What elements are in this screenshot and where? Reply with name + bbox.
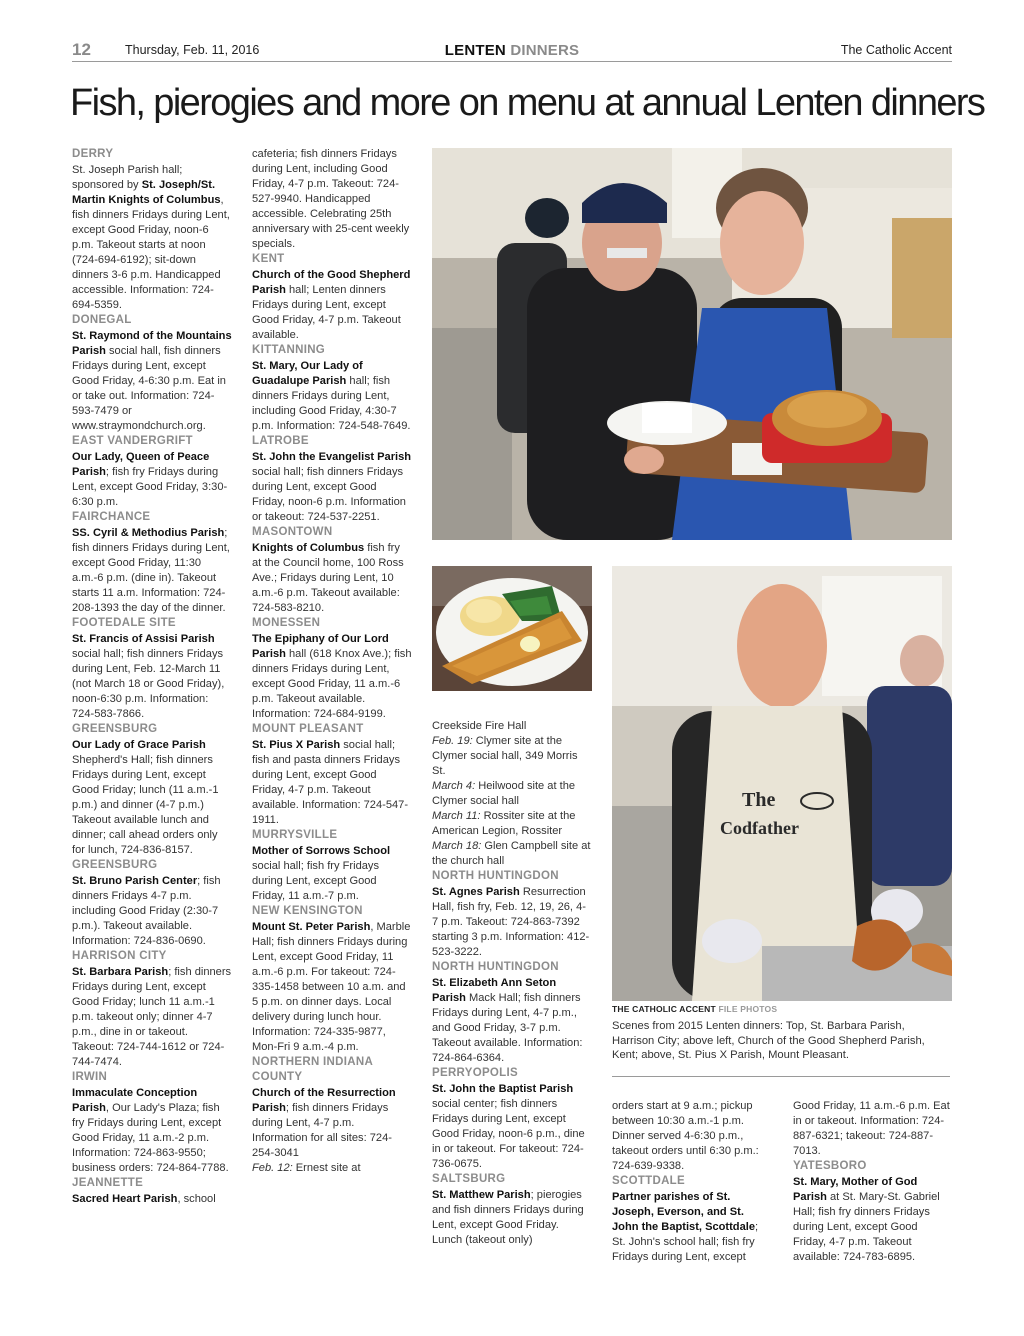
parish-name: St. Elizabeth Ann Seton Parish bbox=[432, 977, 557, 1004]
town-heading: JEANNETTE bbox=[72, 1177, 144, 1189]
entry-text: , Marble Hall; fish dinners Fridays during Lent, except Good Friday, 11 a.m.-6 p.m. For takeout: 724-335-1458 between 10 a.m. and 5 p.m. on dinner days. Local delivery during lunch hour. Information: 724-335-9877, Mon-Fri 9 a.m.-4 p.m. bbox=[252, 921, 411, 1053]
listing-entry bbox=[252, 434, 412, 525]
listing-entry bbox=[72, 722, 232, 858]
parish-name: Church of the Good Shepherd Parish bbox=[252, 269, 411, 296]
listing-entry bbox=[72, 1176, 232, 1207]
caption-divider bbox=[612, 1076, 950, 1077]
entry-text: hall (618 Knox Ave.); fish dinners Fridays during Lent, except Good Friday, 11 a.m.-6 p.m. Takeout available. Information: 724-684-9199. bbox=[252, 648, 412, 720]
town-heading: DERRY bbox=[72, 148, 114, 160]
entry-text: social center; fish dinners Fridays during Lent, except Good Friday, noon-6 p.m., dine in or takeout. For takeout: 724-736-0675. bbox=[432, 1098, 585, 1170]
parish-name: SS. Cyril & Methodius Parish bbox=[72, 527, 225, 539]
listing-entry bbox=[432, 839, 592, 869]
listing-entry bbox=[72, 1070, 232, 1176]
section-label bbox=[72, 42, 952, 59]
entry-text: social hall; fish dinners Fridays during Lent, Feb. 12-March 11 (not March 18 or Good Friday), noon-6:30 p.m. Information: 724-583-7866. bbox=[72, 648, 225, 720]
town-heading: KITTANNING bbox=[252, 344, 326, 356]
listing-entry bbox=[432, 1172, 592, 1248]
entry-text: social hall; fish and pasta dinners Fridays during Lent, except Good Friday, 4-7 p.m. Takeout available. Information: 724-547-1911. bbox=[252, 739, 409, 826]
section-label-light: DINNERS bbox=[510, 42, 580, 59]
parish-name: St. Pius X Parish bbox=[252, 739, 341, 751]
parish-name: St. Matthew Parish bbox=[432, 1189, 531, 1201]
listing-entry bbox=[72, 949, 232, 1070]
listing-entry bbox=[72, 313, 232, 434]
listing-entry bbox=[72, 510, 232, 616]
listing-entry bbox=[252, 252, 412, 343]
parish-name: St. Joseph/St. Martin Knights of Columbus bbox=[72, 179, 221, 206]
headline: Fish, pierogies and more on menu at annual Lenten dinners bbox=[70, 82, 985, 124]
entry-text: Mack Hall; fish dinners Fridays during Lent, 4-7 p.m., and Good Friday, 3-7 p.m. Takeout available. Information: 724-864-6364. bbox=[432, 992, 583, 1064]
listing-entry bbox=[793, 1159, 953, 1265]
parish-name: St. Barbara Parish bbox=[72, 966, 169, 978]
running-header bbox=[72, 40, 952, 62]
listing-entry bbox=[612, 1099, 772, 1174]
parish-name: Our Lady, Queen of Peace Parish bbox=[72, 451, 210, 478]
listing-entry bbox=[252, 904, 412, 1055]
entry-text: social hall; fish dinners Fridays during Lent, except Good Friday, noon-6 p.m. Information or takeout: 724-537-2251. bbox=[252, 466, 406, 523]
town-heading: SCOTTDALE bbox=[612, 1175, 685, 1187]
section-label-bold: LENTEN bbox=[444, 42, 506, 59]
town-heading: HARRISON CITY bbox=[72, 950, 167, 962]
entry-text: Glen Campbell site at the church hall bbox=[432, 840, 591, 867]
parish-name: Knights of Columbus bbox=[252, 542, 365, 554]
entry-text: ; fish dinners Fridays during Lent, except Good Friday; lunch 11 a.m.-1 p.m. takeout only; dinner 4-7 p.m., dine in or takeout. Takeout: 724-744-1612 or 724-744-7474. bbox=[72, 966, 232, 1068]
entry-text: ; pierogies and fish dinners Fridays during Lent, except Good Friday. Lunch (takeout only) bbox=[432, 1189, 584, 1246]
listing-column-1 bbox=[72, 147, 232, 1207]
photo-st-pius-codfather bbox=[612, 566, 952, 1001]
listing-entry bbox=[252, 616, 412, 722]
listing-entry bbox=[252, 147, 412, 252]
parish-name: The Epiphany of Our Lord Parish bbox=[252, 633, 389, 660]
town-heading: FAIRCHANCE bbox=[72, 511, 151, 523]
parish-name: St. Bruno Parish Center bbox=[72, 875, 198, 887]
parish-name: Mount St. Peter Parish bbox=[252, 921, 371, 933]
listing-entry bbox=[252, 1055, 412, 1161]
listing-column-3 bbox=[432, 719, 592, 1248]
town-heading: DONEGAL bbox=[72, 314, 132, 326]
entry-text: Clymer site at the Clymer social hall, 349 Morris St. bbox=[432, 735, 578, 777]
parish-name: Sacred Heart Parish bbox=[72, 1193, 178, 1205]
entry-text: Rossiter site at the American Legion, Rossiter bbox=[432, 810, 576, 837]
entry-text: ; fish dinners Fridays 4-7 p.m. including Good Friday (2:30-7 p.m.). Takeout available. Information: 724-836-0690. bbox=[72, 875, 221, 947]
town-heading: MOUNT PLEASANT bbox=[252, 723, 364, 735]
site-date: Feb. 12: bbox=[252, 1162, 293, 1174]
town-heading: GREENSBURG bbox=[72, 723, 158, 735]
parish-name: St. Mary, Mother of God Parish bbox=[793, 1176, 918, 1203]
listing-entry bbox=[252, 1161, 412, 1176]
entry-text: hall; Lenten dinners Fridays during Lent, except Good Friday, 4-7 p.m. Takeout available. bbox=[252, 284, 401, 341]
town-heading: NEW KENSINGTON bbox=[252, 905, 363, 917]
parish-name: Our Lady of Grace Parish bbox=[72, 739, 206, 751]
town-heading: SALTSBURG bbox=[432, 1173, 506, 1185]
parish-name: St. John the Evangelist Parish bbox=[252, 451, 412, 463]
entry-text: ; St. John's school hall; fish fry Fridays during Lent, except bbox=[612, 1221, 759, 1263]
photo-credit-bold: THE CATHOLIC ACCENT bbox=[612, 1004, 716, 1014]
town-heading: PERRYOPOLIS bbox=[432, 1067, 518, 1079]
listing-column-2 bbox=[252, 147, 412, 1176]
parish-name: St. Francis of Assisi Parish bbox=[72, 633, 215, 645]
listing-entry bbox=[72, 434, 232, 510]
entry-text: social hall, fish dinners Fridays during Lent, except Good Friday, 4-6:30 p.m. Eat in or take out. Information: 724-593-7479 or www.straymondchurch.org. bbox=[72, 345, 226, 432]
entry-text: ; fish dinners Fridays during Lent, except Good Friday, 11:30 a.m.-6 p.m. (dine in). Takeout starts 11 a.m. Information: 724-208-1393 the day of the dinner. bbox=[72, 527, 230, 614]
listing-entry bbox=[252, 525, 412, 616]
parish-name: St. Agnes Parish bbox=[432, 886, 520, 898]
listing-entry bbox=[432, 869, 592, 960]
photo-fish-dinner-plate bbox=[432, 566, 592, 691]
entry-text: Shepherd's Hall; fish dinners Fridays during Lent, except Good Friday; lunch (11 a.m.-1 p.m.) and dinner (4-7 p.m.) Takeout available lunch and dinner; call ahead orders only for lunch, 724-836-8157. bbox=[72, 754, 219, 856]
photo-caption: Scenes from 2015 Lenten dinners: Top, St. Barbara Parish, Harrison City; above left, Church of the Good Shepherd Parish, Kent; above, St. Pius X Parish, Mount Pleasant. bbox=[612, 1020, 925, 1061]
listing-column-5 bbox=[793, 1099, 953, 1265]
town-heading: KENT bbox=[252, 253, 285, 265]
town-heading: FOOTEDALE SITE bbox=[72, 617, 176, 629]
entry-text: orders start at 9 a.m.; pickup between 10:30 a.m.-1 p.m. Dinner served 4-6:30 p.m., takeout orders until 6:30 p.m.: 724-639-9338. bbox=[612, 1100, 759, 1172]
entry-text: hall; fish dinners Fridays during Lent, including Good Friday, 4:30-7 p.m. Information: 724-548-7649. bbox=[252, 375, 411, 432]
listing-entry bbox=[432, 1066, 592, 1172]
entry-text: ; fish fry Fridays during Lent, except Good Friday, 3:30-6:30 p.m. bbox=[72, 466, 228, 508]
entry-text: , fish dinners Fridays during Lent, except Good Friday, noon-6 p.m. Takeout starts at noon (724-694-6192); sit-down dinners 3-6 p.m. Handicapped accessible. Information: 724-694-5359. bbox=[72, 194, 230, 311]
town-heading: LATROBE bbox=[252, 435, 309, 447]
entry-text: cafeteria; fish dinners Fridays during Lent, including Good Friday, 4-7 p.m. Takeout: 724-527-9940. Handicapped accessible. Celebrating 25th anniversary with 25-cent weekly specials. bbox=[252, 148, 410, 250]
entry-text: Heilwood site at the Clymer social hall bbox=[432, 780, 576, 807]
site-date: March 11: bbox=[432, 810, 481, 822]
listing-entry bbox=[72, 147, 232, 313]
listing-entry bbox=[432, 960, 592, 1066]
apron-text-2: Codfather bbox=[720, 818, 799, 838]
photo-st-barbara-couple bbox=[432, 148, 952, 540]
town-heading: NORTH HUNTINGDON bbox=[432, 961, 559, 973]
entry-text: Creekside Fire Hall bbox=[432, 720, 527, 732]
town-heading: GREENSBURG bbox=[72, 859, 158, 871]
publication-name: The Catholic Accent bbox=[840, 43, 952, 57]
parish-name: Partner parishes of St. Joseph, Everson, and St. John the Baptist, Scottdale bbox=[612, 1191, 755, 1233]
parish-name: St. John the Baptist Parish bbox=[432, 1083, 574, 1095]
listing-entry bbox=[432, 719, 592, 734]
parish-name: St. Mary, Our Lady of Guadalupe Parish bbox=[252, 360, 363, 387]
town-heading: NORTHERN INDIANA COUNTY bbox=[252, 1056, 373, 1083]
town-heading: MASONTOWN bbox=[252, 526, 333, 538]
parish-name: Church of the Resurrection Parish bbox=[252, 1087, 396, 1114]
entry-text: , school bbox=[177, 1193, 216, 1205]
listing-entry bbox=[432, 734, 592, 779]
town-heading: EAST VANDERGRIFT bbox=[72, 435, 193, 447]
site-date: March 4: bbox=[432, 780, 476, 792]
listing-entry bbox=[612, 1174, 772, 1265]
listing-column-4 bbox=[612, 1099, 772, 1265]
entry-text: Resurrection Hall, fish fry, Feb. 12, 19, 26, 4-7 p.m. Takeout: 724-863-7392 starting 3 p.m. Information: 412-523-3222. bbox=[432, 886, 590, 958]
entry-text: Good Friday, 11 a.m.-6 p.m. Eat in or takeout. Information: 724-887-6321; takeout: 724-887-7013. bbox=[793, 1100, 950, 1157]
page-number: 12 bbox=[72, 40, 91, 59]
photo-credit-light: FILE PHOTOS bbox=[718, 1004, 778, 1014]
listing-entry bbox=[432, 779, 592, 809]
issue-date: Thursday, Feb. 11, 2016 bbox=[125, 43, 260, 57]
town-heading: YATESBORO bbox=[793, 1160, 867, 1172]
town-heading: MURRYSVILLE bbox=[252, 829, 338, 841]
entry-text: St. Joseph Parish hall; sponsored by bbox=[72, 164, 183, 191]
site-date: March 18: bbox=[432, 840, 482, 852]
listing-entry bbox=[72, 858, 232, 949]
entry-text: Ernest site at bbox=[292, 1162, 361, 1174]
listing-entry bbox=[432, 809, 592, 839]
town-heading: IRWIN bbox=[72, 1071, 108, 1083]
town-heading: NORTH HUNTINGDON bbox=[432, 870, 559, 882]
town-heading: MONESSEN bbox=[252, 617, 321, 629]
entry-text: , Our Lady's Plaza; fish fry Fridays during Lent, except Good Friday, 11 a.m.-2 p.m. Information: 724-863-9550; business orders: 724-864-7788. bbox=[72, 1102, 229, 1174]
entry-text: ; fish dinners Fridays during Lent, 4-7 p.m. Information for all sites: 724-254-3041 bbox=[252, 1102, 392, 1159]
parish-name: Immaculate Conception Parish bbox=[72, 1087, 198, 1114]
apron-text-1: The bbox=[742, 789, 776, 811]
entry-text: at St. Mary-St. Gabriel Hall; fish fry dinners Fridays during Lent, except Good Friday, 4-7 p.m. Takeout available: 724-783-6895. bbox=[793, 1191, 940, 1263]
entry-text: social hall; fish fry Fridays during Lent, except Good Friday, 11 a.m.-7 p.m. bbox=[252, 860, 379, 902]
parish-name: Mother of Sorrows School bbox=[252, 845, 391, 857]
listing-entry bbox=[252, 722, 412, 828]
parish-name: St. Raymond of the Mountains Parish bbox=[72, 330, 232, 357]
listing-entry bbox=[252, 828, 412, 904]
site-date: Feb. 19: bbox=[432, 735, 473, 747]
listing-entry bbox=[72, 616, 232, 722]
listing-entry bbox=[793, 1099, 953, 1159]
entry-text: fish fry at the Council home, 100 Ross Ave.; Fridays during Lent, 10 a.m.-6 p.m. Takeout available: 724-583-8210. bbox=[252, 542, 404, 614]
photo-credit bbox=[612, 1004, 777, 1014]
listing-entry bbox=[252, 343, 412, 434]
